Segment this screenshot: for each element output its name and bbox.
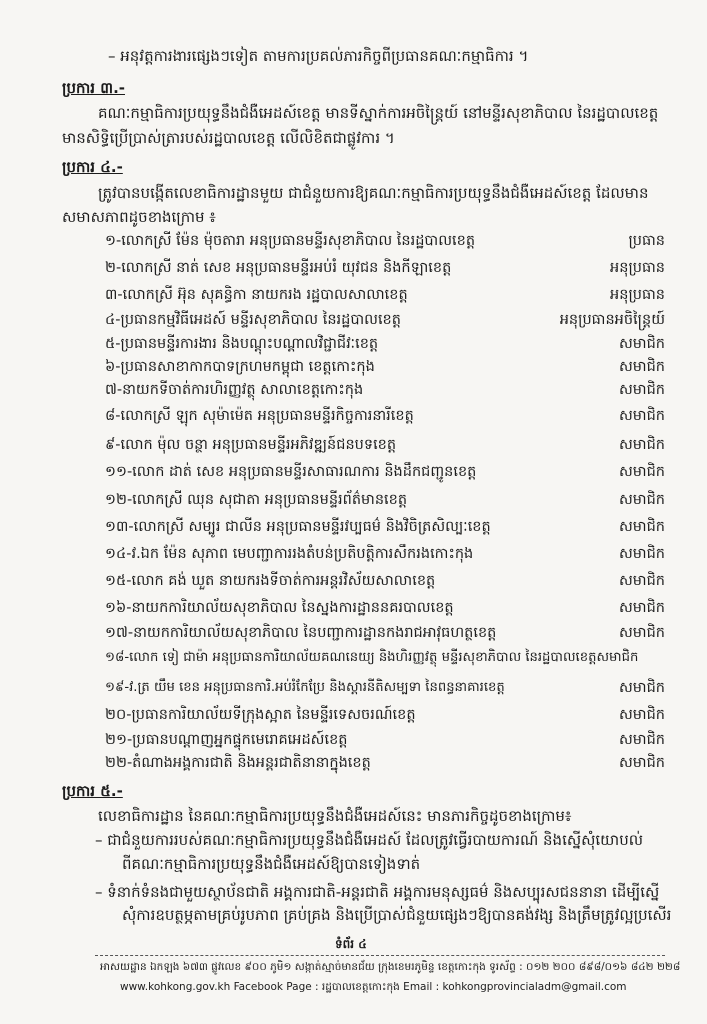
member-role: សមាជិក bbox=[618, 408, 665, 424]
member-description: ១៤-វ.ឯក ម៉ែន សុភាព មេបញ្ជាការរងតំបន់ប្រតិបត្តិការសឹករងកោះកុង bbox=[105, 546, 474, 562]
member-role: សមាជិក bbox=[618, 546, 665, 562]
member-description: ២០-ប្រធានការិយាល័យទីក្រុងស្អាត នៃមន្ទីរទេសចរណ៍ខេត្ត bbox=[105, 707, 416, 723]
list-item bbox=[0, 379, 707, 401]
member-role: សមាជិក bbox=[618, 732, 665, 748]
list-item bbox=[0, 704, 707, 726]
list-item bbox=[0, 309, 707, 331]
member-role: សមាជិក bbox=[618, 600, 665, 616]
page-number: ទំព័រ ៤ bbox=[335, 937, 367, 951]
member-role: សមាជិក bbox=[618, 680, 665, 696]
member-description: ១៨-លោក ទៀ ជាម៉ា អនុប្រធានការិយាល័យគណនេយ្យ និងហិរញ្ញវត្ថុ មន្ទីរសុខាភិបាល នៃរដ្ឋបាលខេត្តសមាជិក bbox=[105, 650, 639, 665]
member-role: សមាជិក bbox=[618, 573, 665, 589]
member-description: ៥-ប្រធានមន្ទីរការងារ និងបណ្តុះបណ្តាលវិជ្ជាជីវៈខេត្ត bbox=[105, 336, 379, 352]
list-item bbox=[0, 597, 707, 619]
member-role: សមាជិក bbox=[618, 437, 665, 453]
member-role: សមាជិក bbox=[618, 382, 665, 398]
article-4-line-2: សមាសភាពដូចខាងក្រោម ៖ bbox=[62, 208, 216, 226]
article-4-line-1: ត្រូវបានបង្កើតលេខាធិការដ្ឋានមួយ ជាជំនួយការឱ្យគណៈកម្មាធិការប្រយុទ្ធនឹងជំងឺអេដស៍ខេត្ត ដែលមាន bbox=[98, 184, 649, 202]
member-role: ប្រធាន bbox=[628, 233, 665, 249]
list-item bbox=[0, 284, 707, 306]
member-role: សមាជិក bbox=[618, 464, 665, 480]
member-role: សមាជិក bbox=[618, 336, 665, 352]
member-role: អនុប្រធាន bbox=[610, 287, 665, 303]
footer-divider bbox=[95, 955, 665, 956]
list-item bbox=[0, 622, 707, 644]
member-role: សមាជិក bbox=[618, 707, 665, 723]
member-description: ៧-នាយកទីចាត់ការហិរញ្ញវត្ថុ សាលាខេត្តកោះកុង bbox=[105, 382, 364, 398]
list-item bbox=[0, 257, 707, 279]
member-description: ៩-លោក ម៉ុល ចន្ថា អនុប្រធានមន្ទីរអភិវឌ្ឍន៍ជនបទខេត្ត bbox=[105, 437, 397, 453]
member-description: ១៥-លោក គង់ ឃួត នាយករងទីចាត់ការអន្តរវិស័យសាលាខេត្ត bbox=[105, 573, 436, 589]
member-description: ១៩-វ.ត្រ យឹម ខេន អនុប្រធានការិ.អប់រំកែប្រែ និងស្តារនីតិសម្បទា នៃពន្ធនាគារខេត្ត bbox=[105, 680, 505, 695]
member-description: ២២-តំណាងអង្គការជាតិ និងអន្តរជាតិនានាក្នុងខេត្ត bbox=[105, 755, 371, 771]
member-description: ១៣-លោកស្រី សម្បូរ ជាលីន អនុប្រធានមន្ទីរវប្បធម៌ និងវិចិត្រសិល្បៈខេត្ត bbox=[105, 519, 491, 535]
article-5-bullet-1-line-2: ពីគណៈកម្មាធិការប្រយុទ្ធនឹងជំងឺអេដស៍ឱ្យបានទៀងទាត់ bbox=[122, 855, 421, 873]
member-description: ៣-លោកស្រី អ៊ុន សុគន្ធិកា នាយករង រដ្ឋបាលសាលាខេត្ត bbox=[105, 287, 408, 303]
list-item bbox=[0, 230, 707, 252]
article-3-line-2: មានសិទ្ធិប្រើប្រាស់ត្រារបស់រដ្ឋបាលខេត្ត លើលិខិតជាផ្លូវការ ។ bbox=[62, 129, 395, 147]
member-description: ១-លោកស្រី ម៉ែន ម៉ុចតារា អនុប្រធានមន្ទីរសុខាភិបាល នៃរដ្ឋបាលខេត្ត bbox=[105, 233, 476, 249]
list-item bbox=[0, 489, 707, 511]
member-role: សមាជិក bbox=[618, 519, 665, 535]
list-item bbox=[0, 333, 707, 355]
footer-address: អាសយដ្ឋាន ឯកឡង ៦៧៣ ផ្លូវលេខ ៩០០ ភូមិ១ សង្កាត់ស្មាច់មានជ័យ ក្រុងខេមរភូមិន្ទ ខេត្តកោះកុង ទូរស័ព្ទ : ០១២ ២០០ ៨៩៨/០១៦ ៨៤២ ២២៨ bbox=[100, 961, 681, 973]
member-role: សមាជិក bbox=[618, 625, 665, 641]
member-role: សមាជិក bbox=[618, 359, 665, 375]
article-5-bullet-1-line-1: – ជាជំនួយការរបស់គណៈកម្មាធិការប្រយុទ្ធនឹងជំងឺអេដស៍ ដែលត្រូវធ្វើរបាយការណ៍ និងស្នើសុំយោបល់ bbox=[95, 831, 644, 849]
list-item bbox=[0, 356, 707, 378]
footer-contacts: www.kohkong.gov.kh Facebook Page : រដ្ឋបាលខេត្តកោះកុង Email : kohkongprovincialadm@gmail.com bbox=[120, 981, 627, 993]
member-role: អនុប្រធានអចិន្ត្រៃយ៍ bbox=[559, 312, 665, 328]
article-3-line-1: គណៈកម្មាធិការប្រយុទ្ធនឹងជំងឺអេដស៍ខេត្ត មានទីស្នាក់ការអចិន្ត្រៃយ៍ នៅមន្ទីរសុខាភិបាល នៃរដ្ឋបាលខេត្ត bbox=[98, 104, 659, 122]
member-role: សមាជិក bbox=[618, 755, 665, 771]
list-item bbox=[0, 434, 707, 456]
intro-line: – អនុវត្តការងារផ្សេងៗទៀត តាមការប្រគល់ភារកិច្ចពីប្រធានគណៈកម្មាធិការ ។ bbox=[108, 47, 529, 65]
list-item bbox=[0, 405, 707, 427]
list-item bbox=[0, 677, 707, 699]
list-item bbox=[0, 570, 707, 592]
article-3-heading: ប្រការ ៣.- bbox=[62, 79, 125, 97]
member-description: ៦-ប្រធានសាខាកាកបាទក្រហមកម្ពុជា ខេត្តកោះកុង bbox=[105, 359, 375, 375]
list-item bbox=[0, 647, 707, 669]
list-item bbox=[0, 461, 707, 483]
member-role: សមាជិក bbox=[618, 492, 665, 508]
member-description: ៨-លោកស្រី ឡុក សុម៉ាម៉េត អនុប្រធានមន្ទីរកិច្ចការនារីខេត្ត bbox=[105, 408, 414, 424]
article-5-line-1: លេខាធិការដ្ឋាន នៃគណៈកម្មាធិការប្រយុទ្ធនឹងជំងឺអេដស៍នេះ មានភារកិច្ចដូចខាងក្រោម៖ bbox=[98, 807, 572, 825]
member-description: ៤-ប្រធានកម្មវិធីអេដស៍ មន្ទីរសុខាភិបាល នៃរដ្ឋបាលខេត្ត bbox=[105, 312, 401, 328]
member-description: ២-លោកស្រី នាត់ សេខ អនុប្រធានមន្ទីរអប់រំ យុវជន និងកីឡាខេត្ត bbox=[105, 260, 452, 276]
article-5-bullet-2-line-1: – ទំនាក់ទំនងជាមួយស្ថាប័នជាតិ អង្គការជាតិ-អន្តរជាតិ អង្គការមនុស្សធម៌ និងសប្បុរសជននានា ដើម្បីស្នើ bbox=[95, 883, 660, 901]
member-role: អនុប្រធាន bbox=[610, 260, 665, 276]
list-item bbox=[0, 729, 707, 751]
list-item bbox=[0, 516, 707, 538]
member-description: ១២-លោកស្រី ឈុន សុជាតា អនុប្រធានមន្ទីរព័ត៌មានខេត្ត bbox=[105, 492, 408, 508]
member-description: ១១-លោក ដាត់ សេខ អនុប្រធានមន្ទីរសាធារណការ និងដឹកជញ្ជូនខេត្ត bbox=[105, 464, 477, 480]
article-4-heading: ប្រការ ៤.- bbox=[62, 158, 123, 176]
member-description: ២១-ប្រធានបណ្តាញអ្នកផ្ទុកមេរោគអេដស៍ខេត្ត bbox=[105, 732, 348, 748]
article-5-bullet-2-line-2: សុំការឧបត្ថម្ភតាមគ្រប់រូបភាព គ្រប់គ្រង និងប្រើប្រាស់ជំនួយផ្សេងៗឱ្យបានគង់វង្ស និងត្រឹមត្រូវល្អប្រសើរ bbox=[122, 906, 672, 924]
list-item bbox=[0, 543, 707, 565]
member-description: ១៧-នាយកការិយាល័យសុខាភិបាល នៃបញ្ជាការដ្ឋានកងរាជអាវុធហត្ថខេត្ត bbox=[105, 625, 497, 641]
list-item bbox=[0, 752, 707, 774]
member-description: ១៦-នាយកការិយាល័យសុខាភិបាល នៃស្នងការដ្ឋាននគរបាលខេត្ត bbox=[105, 600, 454, 616]
article-5-heading: ប្រការ ៥.- bbox=[62, 782, 123, 800]
